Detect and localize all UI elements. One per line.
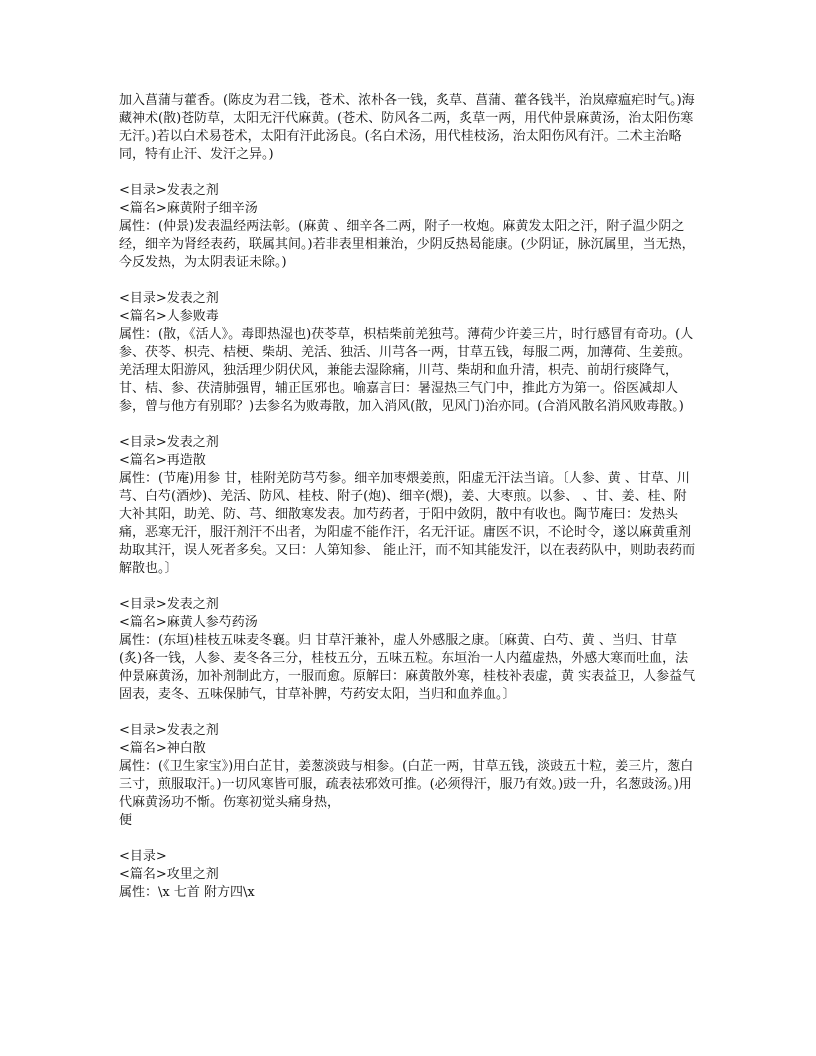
spacer: [119, 164, 699, 182]
section-catalog: <目录>发表之剂: [119, 723, 219, 738]
section-text: 属性：(散，《活人》。毒即热湿也)茯苓草，枳桔柴前羌独芎。薄荷少许姜三片，时行感冒有奇功。(人参、茯苓、枳壳、桔梗、柴胡、羌活、独活、川芎各一两，甘草五钱，每服二两，加薄荷、生姜煎。羌活理太阳游风，独活理少阴伏风，兼能去湿除痛，川芎、柴胡和血升清，枳壳、前胡行痰降气，甘、桔、参、茯清肺强胃，辅正匡邪也。喻嘉言曰：暑湿热三气门中，推此方为第一。俗医减却人参，曾与他方有别耶？)去参名为败毒散，加入消风(散，见风门)治亦同。(合消风散名消风败毒散。): [119, 327, 694, 414]
section-text: 属性：(节庵)用参 甘，桂附羌防芎芍参。细辛加枣煨姜煎，阳虚无汗法当谙。〔人参、黄 、甘草、川芎、白芍(酒炒)、羌活、防风、桂枝、附子(炮)、细辛(煨)，姜、大枣煎。以参、 、甘、姜、桂、附大补其阳，助羌、防、芎、细散寒发表。加芍药者，于阳中敛阴，散中有收也。陶节庵曰：发热头痛，恶寒无汗，服汗剂汗不出者，为阳虚不能作汗，名无汗证。庸医不识，不论时令，遂以麻黄重剂劫取其汗，误人死者多矣。又曰：人第知参、 能止汗，而不知其能发汗，以在表药队中，则助表药而解散也。〕: [119, 471, 696, 576]
document-page: [119, 92, 699, 902]
intro-paragraph: 加入菖蒲与藿香。(陈皮为君二钱，苍术、浓朴各一钱，炙草、菖蒲、藿各钱半，治岚瘴瘟疟时气。)海藏神术(散)苍防草，太阳无汗代麻黄。(苍术、防风各二两，炙草一两，用代仲景麻黄汤，治太阳伤寒无汗。)若以白术易苍术，太阳有汗此汤良。(名白术汤，用代桂枝汤，治太阳伤风有汗。二术主治略同，特有止汗、发汗之异。): [119, 93, 695, 162]
spacer: [119, 272, 699, 290]
spacer: [119, 704, 699, 722]
section: [119, 722, 699, 830]
section-title: <篇名>麻黄附子细辛汤: [119, 201, 258, 216]
section-catalog: <目录>发表之剂: [119, 435, 219, 450]
section-catalog: <目录>: [119, 849, 167, 864]
section-catalog: <目录>发表之剂: [119, 291, 219, 306]
section-title: <篇名>攻里之剂: [119, 867, 219, 882]
section-text: 属性：(《卫生家宝》)用白芷甘，姜葱淡豉与相参。(白芷一两，甘草五钱，淡豉五十粒，姜三片，葱白三寸，煎服取汗。)一切风寒皆可服，疏表祛邪效可推。(必须得汗，服乃有效。)豉一升，名葱豉汤。)用代麻黄汤功不惭。伤寒初觉头痛身热，: [119, 759, 694, 810]
section-title: <篇名>麻黄人参芍药汤: [119, 615, 258, 630]
section: [119, 290, 699, 416]
section-text: 属性：(东垣)桂枝五味麦冬襄。归 甘草汗兼补，虚人外感服之康。〔麻黄、白芍、黄 、当归、甘草(炙)各一钱，人参、麦冬各三分，桂枝五分，五味五粒。东垣治一人内蕴虚热，外感大寒而吐血，法仲景麻黄汤，加补剂制此方，一服而愈。原解曰：麻黄散外寒，桂枝补表虚，黄 实表益卫，人参益气固表，麦冬、五味保肺气，甘草补脾，芍药安太阳，当归和血养血。〕: [119, 633, 696, 702]
section-catalog: <目录>发表之剂: [119, 597, 219, 612]
spacer: [119, 416, 699, 434]
section-catalog: <目录>发表之剂: [119, 183, 219, 198]
spacer: [119, 578, 699, 596]
section-title: <篇名>再造散: [119, 453, 206, 468]
section: [119, 434, 699, 578]
section-text-tail: 便: [119, 813, 133, 828]
section: [119, 848, 699, 902]
section: [119, 182, 699, 272]
section-title: <篇名>神白散: [119, 741, 206, 756]
section-text: 属性：\x 七首 附方四\x: [119, 885, 255, 900]
section: [119, 596, 699, 704]
spacer: [119, 830, 699, 848]
section-title: <篇名>人参败毒: [119, 309, 219, 324]
section-text: 属性：(仲景)发表温经两法彰。(麻黄 、细辛各二两，附子一枚炮。麻黄发太阳之汗，附子温少阴之经，细辛为肾经表药，联属其间。)若非表里相兼治，少阴反热曷能康。(少阴证，脉沉属里，当无热，今反发热，为太阴表证未除。): [119, 219, 695, 270]
